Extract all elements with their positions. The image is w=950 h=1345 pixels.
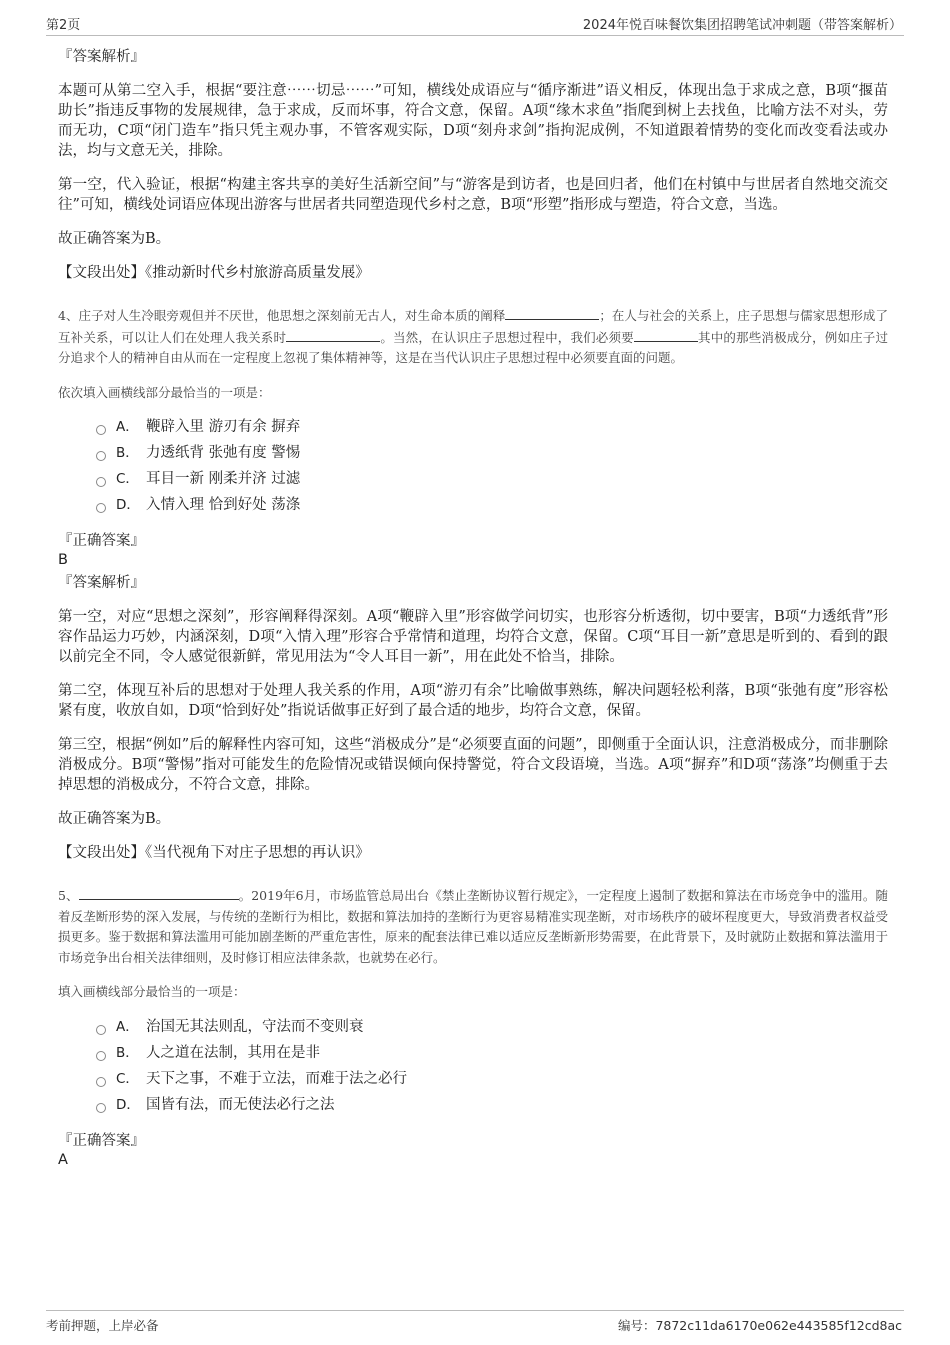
analysis-paragraph: 第三空，根据“例如”后的解释性内容可知，这些“消极成分”是“必须要直面的问题”，即侧重于全面认识，注意消极成分，而非删除消极成分。B项“警惕”指对可能发生的危险情况或错误倾向保持警觉，符合文段语境，当选。A项“摒弃”和D项“荡涤”均侧重于去掉思想的消极成分，不符合文意，排除。 <box>58 737 888 793</box>
correct-answer: B <box>58 552 68 568</box>
radio-icon[interactable] <box>96 477 106 487</box>
answer-blank <box>505 305 599 320</box>
option-d[interactable]: D． 国皆有法，而无使法必行之法 <box>96 1095 888 1121</box>
page-number: 第2页 <box>46 18 81 33</box>
option-a[interactable]: A． 治国无其法则乱，守法而不变则衰 <box>96 1017 888 1043</box>
question-4 <box>58 305 888 863</box>
analysis-label: 『答案解析』 <box>58 575 145 591</box>
analysis-paragraph: 第一空，代入验证，根据“构建主客共享的美好生活新空间”与“游客是到访者，也是回归者，他们在村镇中与世居者自然地交流交往”可知，横线处词语应体现出游客与世居者共同塑造现代乡村之意，B项“形塑”指形成与塑造，符合文意，当选。 <box>58 177 888 213</box>
analysis-paragraph: 第二空，体现互补后的思想对于处理人我关系的作用，A项“游刃有余”比喻做事熟练，解决问题轻松利落，B项“张弛有度”形容松紧有度，收放自如，D项“恰到好处”指说话做事正好到了最合适的地步，均符合文意，保留。 <box>58 683 888 719</box>
option-c[interactable]: C． 天下之事，不难于立法，而难于法之必行 <box>96 1069 888 1095</box>
correct-answer-label: 『正确答案』 <box>58 533 145 549</box>
answer-blank <box>634 327 698 342</box>
radio-icon[interactable] <box>96 1051 106 1061</box>
question-prompt: 依次填入画横线部分最恰当的一项是： <box>58 384 271 400</box>
option-b[interactable]: B． 人之道在法制，其用在是非 <box>96 1043 888 1069</box>
analysis-conclusion: 故正确答案为B。 <box>58 231 171 247</box>
analysis-conclusion: 故正确答案为B。 <box>58 811 171 827</box>
radio-icon[interactable] <box>96 425 106 435</box>
radio-icon[interactable] <box>96 1103 106 1113</box>
option-d[interactable]: D． 入情入理 恰到好处 荡涤 <box>96 495 888 521</box>
question-5 <box>58 885 888 1169</box>
analysis-paragraph: 第一空，对应“思想之深刻”，形容阐释得深刻。A项“鞭辟入里”形容做学问切实，也形容分析透彻，切中要害，B项“力透纸背”形容作品运力巧妙，内涵深刻，D项“入情入理”形容合乎常情和道理，均符合文意，保留。C项“耳目一新”意思是听到的、看到的跟以前完全不同，令人感觉很新鲜，常见用法为“令人耳目一新”，用在此处不恰当，排除。 <box>58 609 888 665</box>
radio-icon[interactable] <box>96 503 106 513</box>
page-footer <box>46 1310 904 1335</box>
option-c[interactable]: C． 耳目一新 刚柔并济 过滤 <box>96 469 888 495</box>
answer-blank <box>79 885 239 900</box>
source-citation: 【文段出处】《当代视角下对庄子思想的再认识》 <box>58 845 370 861</box>
radio-icon[interactable] <box>96 451 106 461</box>
option-a[interactable]: A． 鞭辟入里 游刃有余 摒弃 <box>96 417 888 443</box>
question-stem: 4、庄子对人生冷眼旁观但并不厌世，他思想之深刻前无古人，对生命本质的阐释 ；在人与社会的关系上，庄子思想与儒家思想形成了互补关系，可以让人们在处理人我关系时 。当然，在认识庄子思想过程中，我们必须要 其中的那些消极成分，例如庄子过分追求个人的精神自由从而在一定程度上忽视了集体精神等，这是在当代认识庄子思想过程中必须要直面的问题。 <box>58 305 888 369</box>
source-citation: 【文段出处】《推动新时代乡村旅游高质量发展》 <box>58 265 370 281</box>
answer-blank <box>286 327 380 342</box>
correct-answer: A <box>58 1151 68 1168</box>
page-content <box>58 47 888 1173</box>
question-stem: 5、 。2019年6月，市场监管总局出台《禁止垄断协议暂行规定》，一定程度上遏制了数据和算法在市场竞争中的滥用。随着反垄断形势的深入发展，与传统的垄断行为相比，数据和算法加持的垄断行为更容易精准实现垄断，对市场秩序的破坏程度更大，导致消费者权益受损更多。鉴于数据和算法滥用可能加剧垄断的严重危害性，原来的配套法律已难以适应反垄断新形势需要，在此背景下，及时就防止数据和算法滥用于市场竞争出台相关法律细则，及时修订相应法律条款，也就势在必行。 <box>58 885 888 968</box>
document-code: 编号：7872c11da6170e062e443585f12cd8ac <box>617 1318 902 1333</box>
radio-icon[interactable] <box>96 1025 106 1035</box>
question-prompt: 填入画横线部分最恰当的一项是： <box>58 984 246 999</box>
correct-answer-label: 『正确答案』 <box>58 1132 145 1149</box>
document-title: 2024年悦百味餐饮集团招聘笔试冲刺题（带答案解析） <box>582 18 902 33</box>
option-b[interactable]: B． 力透纸背 张弛有度 警惕 <box>96 443 888 469</box>
page-header <box>46 13 904 36</box>
analysis-paragraph: 本题可从第二空入手，根据“要注意⋯⋯切忌⋯⋯”可知，横线处成语应与“循序渐进”语义相反，体现出急于求成之意，B项“揠苗助长”指违反事物的发展规律，急于求成，反而坏事，符合文意，保留。A项“缘木求鱼”指爬到树上去找鱼，比喻方法不对头，劳而无功，C项“闭门造车”指只凭主观办事，不管客观实际，D项“刻舟求剑”指拘泥成例，不知道跟着情势的变化而改变看法或办法，均与文意无关，排除。 <box>58 83 888 159</box>
analysis-label: 『答案解析』 <box>58 49 145 65</box>
options-list <box>96 417 888 521</box>
radio-icon[interactable] <box>96 1077 106 1087</box>
options-list <box>96 1017 888 1121</box>
footer-slogan: 考前押题，上岸必备 <box>46 1318 159 1333</box>
